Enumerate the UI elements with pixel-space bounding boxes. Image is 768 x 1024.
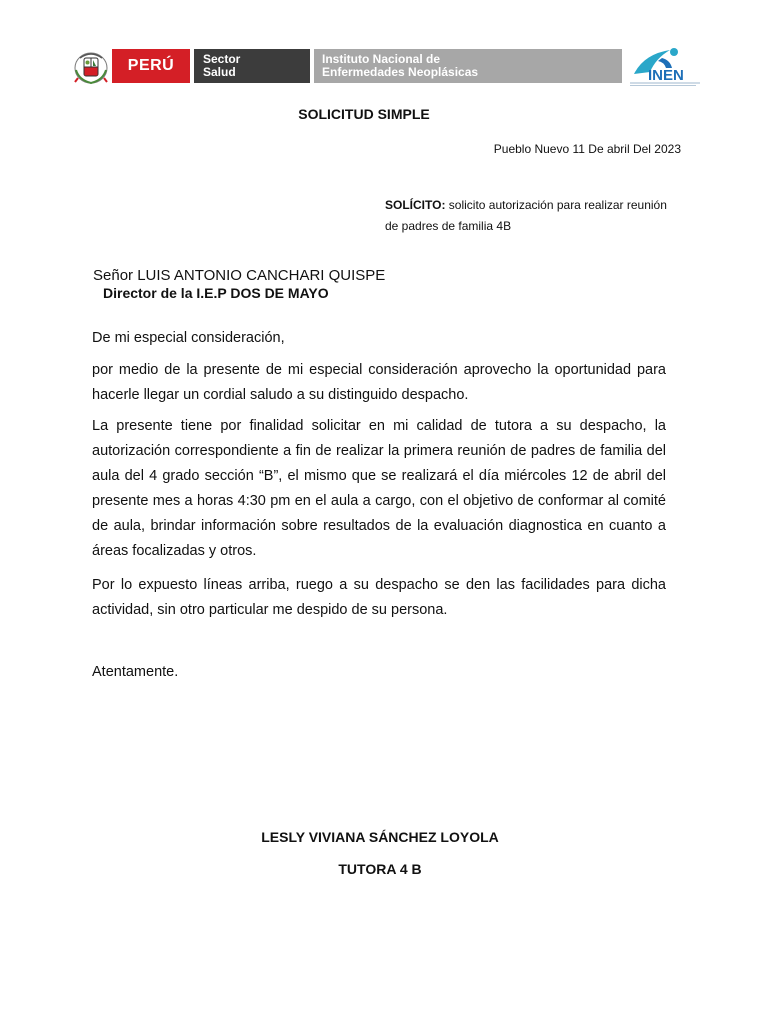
sector-line-1: Sector (203, 52, 241, 66)
sector-salud-box (194, 49, 310, 83)
document-title: SOLICITUD SIMPLE (298, 106, 430, 122)
document-date: Pueblo Nuevo 11 De abril Del 2023 (493, 142, 681, 156)
subject-block (385, 195, 675, 237)
signature-name: LESLY VIVIANA SÁNCHEZ LOYOLA (261, 829, 499, 845)
institution-line-2: Enfermedades Neoplásicas (322, 65, 479, 79)
peru-logo-box (112, 49, 190, 83)
subject-label: SOLÍCITO: (385, 198, 446, 212)
recipient-name: Señor LUIS ANTONIO CANCHARI QUISPE (93, 267, 386, 284)
institution-line-1: Instituto Nacional de (322, 52, 441, 66)
recipient-role: Director de la I.E.P DOS DE MAYO (103, 285, 329, 301)
signature-role: TUTORA 4 B (338, 861, 422, 877)
body-paragraph-3: Por lo expuesto líneas arriba, ruego a su despacho se den las facilidades para dicha actividad, sin otro particular me despido de su persona. (92, 577, 666, 618)
body-paragraph-1: por medio de la presente de mi especial consideración aprovecho la oportunidad para hacerle llegar un cordial saludo a su distinguido despacho. (92, 362, 666, 403)
greeting: De mi especial consideración, (92, 330, 285, 346)
sector-line-2: Salud (203, 65, 236, 79)
body-paragraph-2: La presente tiene por finalidad solicitar en mi calidad de tutora a su despacho, la autorización correspondiente a fin de realizar la primera reunión de padres de familia del aula del 4 grado sección “B”, el mismo que se realizará el día miércoles 12 de abril del presente mes a horas 4:30 pm en el aula a cargo, con el objetivo de conformar al comité de aula, brindar información sobre resultados de la evaluación diagnostica en cuanto a áreas focalizadas y otros. (92, 418, 666, 559)
inen-logo-text: INEN (648, 67, 684, 84)
peru-label: PERÚ (127, 57, 175, 74)
inen-logo (626, 44, 704, 88)
closing: Atentamente. (92, 664, 179, 680)
peru-coat-of-arms-icon (72, 48, 110, 86)
subject-text: solicito autorización para realizar reunión de padres de familia 4B (385, 198, 667, 233)
institution-box (314, 49, 622, 83)
